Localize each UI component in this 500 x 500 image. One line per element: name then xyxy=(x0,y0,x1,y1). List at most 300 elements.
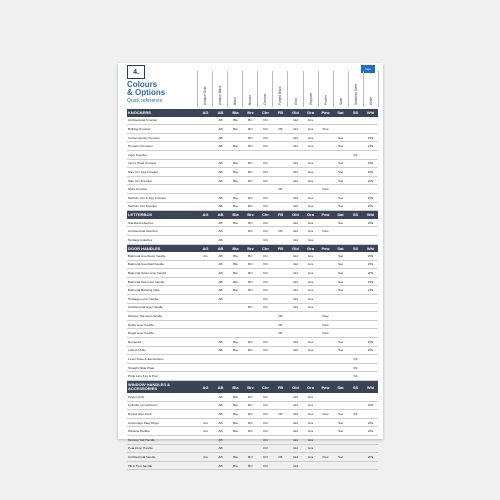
finish-code: AB xyxy=(217,110,224,116)
finish-header-row xyxy=(197,71,379,107)
table-row xyxy=(127,185,378,194)
finish-code: AB xyxy=(217,384,224,390)
page-number-badge: 4. xyxy=(127,65,145,79)
finish-cell: Bla xyxy=(233,394,238,399)
finish-cell: Gld xyxy=(293,135,298,140)
finish-cell: Gld xyxy=(293,437,298,442)
finish-code: Sat xyxy=(337,245,344,251)
finish-cell: SS xyxy=(353,411,358,416)
finish-code: Pew xyxy=(321,384,330,390)
finish-cell: Gld xyxy=(293,279,298,284)
finish-code: Gra xyxy=(307,110,314,116)
finish-cell: AB xyxy=(218,411,223,416)
finish-cell: Chr xyxy=(263,454,268,459)
product-name: Straight Slide Plate xyxy=(128,365,155,370)
finish-cell: Gra xyxy=(307,118,314,123)
finish-cell: Gra xyxy=(307,229,314,234)
finish-cell: Gld xyxy=(293,420,298,425)
finish-cell: Gld xyxy=(293,118,298,123)
table-row xyxy=(127,134,378,143)
finish-code: Chr xyxy=(262,212,269,218)
finish-header-label: Satin xyxy=(338,97,343,105)
finish-cell: Gld xyxy=(293,144,298,149)
finish-cell: Pew xyxy=(322,322,329,327)
finish-cell: Gld xyxy=(293,446,298,451)
finish-cell: Gld xyxy=(293,305,298,310)
finish-cell: Sat xyxy=(338,253,343,258)
finish-cell: Chr xyxy=(263,279,268,284)
finish-cell: Whi xyxy=(367,220,374,225)
finish-header-label: Black xyxy=(233,97,238,105)
finish-cell: Gra xyxy=(307,339,314,344)
finish-cell: Gra xyxy=(307,403,314,408)
table-row xyxy=(127,372,378,381)
finish-header-label: Pewter xyxy=(323,95,328,105)
finish-cell: Bla xyxy=(233,271,238,276)
finish-cell: Bla xyxy=(233,161,238,166)
finish-code: Bla xyxy=(232,245,239,251)
finish-code: AG xyxy=(202,212,209,218)
finish-header-col xyxy=(258,71,273,107)
finish-cell: Chr xyxy=(263,126,268,131)
product-name: Numerals xyxy=(128,339,142,344)
finish-cell: SS xyxy=(353,357,358,362)
finish-cell: Brz xyxy=(248,169,253,174)
finish-cell: Gra xyxy=(307,288,314,293)
finish-cell: Sat xyxy=(338,411,343,416)
finish-header-col xyxy=(228,71,243,107)
finish-cell: Bla xyxy=(233,339,238,344)
finish-cell: Gra xyxy=(307,348,314,353)
finish-cell: FB xyxy=(278,331,283,336)
finish-code: SS xyxy=(352,245,359,251)
finish-cell: Gld xyxy=(293,339,298,344)
product-name: Bulldog Knocker xyxy=(128,126,151,131)
finish-cell: Whi xyxy=(367,262,374,267)
finish-cell: AG xyxy=(203,420,208,425)
finish-code: Bla xyxy=(232,110,239,116)
table-row xyxy=(127,295,378,304)
table-row xyxy=(127,321,378,330)
finish-cell: Brz xyxy=(248,135,253,140)
finish-code: Brz xyxy=(247,384,254,390)
finish-cell: Sat xyxy=(338,144,343,149)
finish-cell: Gld xyxy=(293,195,298,200)
finish-cell: Brz xyxy=(248,403,253,408)
section-title: LETTERBOX xyxy=(128,212,153,218)
product-name: Letters (A-E) xyxy=(128,348,146,353)
table-row xyxy=(127,252,378,261)
finish-cell: AB xyxy=(218,253,223,258)
finish-code: Whi xyxy=(366,384,375,390)
finish-header-col xyxy=(349,71,364,107)
table-row xyxy=(127,142,378,151)
finish-cell: Chr xyxy=(263,178,268,183)
finish-code: Brz xyxy=(247,245,254,251)
product-name: Pride Lino Key & Pad xyxy=(128,374,158,379)
finish-cell: Chr xyxy=(263,394,268,399)
finish-header-label: Gold xyxy=(293,98,298,105)
finish-cell: Gra xyxy=(307,420,314,425)
section-header xyxy=(127,245,378,253)
finish-cell: Gra xyxy=(307,161,314,166)
finish-cell: Whi xyxy=(367,348,374,353)
finish-cell: AB xyxy=(218,237,223,242)
finish-cell: FB xyxy=(278,322,283,327)
finish-header-label: Chrome xyxy=(263,93,268,105)
finish-cell: Bla xyxy=(233,279,238,284)
finish-code: AG xyxy=(202,245,209,251)
table-row xyxy=(127,203,378,212)
finish-cell: FB xyxy=(278,187,283,192)
finish-cell: Chr xyxy=(263,411,268,416)
table-row xyxy=(127,261,378,270)
table-row xyxy=(127,453,378,462)
finish-cell: Whi xyxy=(367,169,374,174)
finish-cell: Sat xyxy=(338,169,343,174)
finish-code: AG xyxy=(202,384,209,390)
finish-code: Gld xyxy=(292,110,299,116)
finish-cell: Whi xyxy=(367,279,374,284)
finish-cell: AB xyxy=(218,220,223,225)
finish-cell: Brz xyxy=(248,118,253,123)
finish-cell: AB xyxy=(218,394,223,399)
options-table xyxy=(127,109,378,470)
product-name: Cylinder escutcheons xyxy=(128,403,158,408)
finish-cell: Whi xyxy=(367,403,374,408)
product-name: Balmoral Swan lever handle xyxy=(128,271,167,276)
finish-cell: Whi xyxy=(367,204,374,209)
finish-cell: Bla xyxy=(233,454,238,459)
finish-cell: Chr xyxy=(263,348,268,353)
finish-code: Gld xyxy=(292,245,299,251)
finish-cell: Whi xyxy=(367,144,374,149)
finish-cell: Sat xyxy=(338,420,343,425)
finish-cell: Gra xyxy=(307,411,314,416)
product-name: Balmoral Banking plate xyxy=(128,288,160,293)
product-name: Window Handle xyxy=(128,429,150,434)
table-row xyxy=(127,427,378,436)
table-row xyxy=(127,355,378,364)
product-name: Balmoral lever/pad handle xyxy=(128,262,164,267)
finish-cell: Sat xyxy=(338,454,343,459)
finish-code: AB xyxy=(217,245,224,251)
table-row xyxy=(127,236,378,245)
finish-code: AB xyxy=(217,212,224,218)
finish-cell: Brz xyxy=(248,178,253,183)
finish-cell: AG xyxy=(203,454,208,459)
finish-cell: AG xyxy=(203,429,208,434)
finish-cell: Sat xyxy=(338,204,343,209)
table-row xyxy=(127,278,378,287)
finish-cell: Whi xyxy=(367,253,374,258)
finish-code: FB xyxy=(277,384,284,390)
finish-cell: FB xyxy=(278,411,283,416)
finish-cell: AB xyxy=(218,420,223,425)
finish-cell: Sat xyxy=(338,288,343,293)
finish-header-label: Antique Gold xyxy=(203,86,208,105)
product-name: Noble lever handle xyxy=(128,322,154,327)
finish-code: Gra xyxy=(307,245,314,251)
finish-cell: Whi xyxy=(367,135,374,140)
finish-cell: Whi xyxy=(367,178,374,183)
section-header xyxy=(127,381,378,393)
finish-cell: Brz xyxy=(248,305,253,310)
finish-code: Chr xyxy=(262,110,269,116)
finish-cell: Chr xyxy=(263,220,268,225)
finish-cell: Gra xyxy=(307,126,314,131)
finish-cell: Brz xyxy=(248,463,253,468)
finish-cell: FB xyxy=(278,229,283,234)
finish-header-label: Bronze xyxy=(248,94,253,105)
finish-code: FB xyxy=(277,212,284,218)
product-name: Architectural Knocker xyxy=(128,118,158,123)
table-row xyxy=(127,286,378,295)
finish-cell: Brz xyxy=(248,161,253,166)
finish-cell: Brz xyxy=(248,429,253,434)
product-name: Regal lever handle xyxy=(128,331,154,336)
product-name: Lever Rose & Escutcheon xyxy=(128,357,164,362)
finish-cell: Sat xyxy=(338,220,343,225)
table-row xyxy=(127,269,378,278)
finish-code: Sat xyxy=(337,384,344,390)
finish-header-col xyxy=(288,71,303,107)
product-name: Slim Urn Spy Knocker xyxy=(128,169,159,174)
finish-cell: AB xyxy=(218,271,223,276)
section-header xyxy=(127,211,378,219)
finish-cell: Chr xyxy=(263,229,268,234)
finish-cell: Bla xyxy=(233,420,238,425)
table-row xyxy=(127,402,378,411)
finish-code: Brz xyxy=(247,212,254,218)
finish-cell: Gld xyxy=(293,288,298,293)
section-title: KNOCKERS xyxy=(128,110,151,116)
finish-cell: Chr xyxy=(263,429,268,434)
finish-code: Pew xyxy=(321,110,330,116)
finish-cell: AB xyxy=(218,169,223,174)
finish-cell: Sat xyxy=(338,429,343,434)
finish-cell: Gld xyxy=(293,262,298,267)
finish-cell: Bla xyxy=(233,126,238,131)
finish-cell: Brz xyxy=(248,271,253,276)
finish-cell: Gra xyxy=(307,394,314,399)
finish-cell: Pew xyxy=(322,126,329,131)
finish-cell: AB xyxy=(218,178,223,183)
finish-cell: Brz xyxy=(248,144,253,149)
finish-code: Sat xyxy=(337,110,344,116)
finish-cell: AB xyxy=(218,339,223,344)
finish-cell: Brz xyxy=(248,279,253,284)
finish-cell: Bla xyxy=(233,288,238,293)
finish-header-label: Stainless Steel xyxy=(353,83,358,105)
finish-code: SS xyxy=(352,384,359,390)
finish-cell: AB xyxy=(218,446,223,451)
finish-cell: Pew xyxy=(322,187,329,192)
product-name: Balmoral Dok lever handle xyxy=(128,279,165,284)
table-row xyxy=(127,194,378,203)
finish-cell: Bla xyxy=(233,118,238,123)
finish-cell: Pew xyxy=(322,331,329,336)
section-title: DOOR HANDLES xyxy=(128,245,161,251)
finish-cell: AB xyxy=(218,288,223,293)
finish-code: Sat xyxy=(337,212,344,218)
finish-cell: Gra xyxy=(307,178,314,183)
finish-cell: AB xyxy=(218,229,223,234)
finish-cell: Bla xyxy=(233,463,238,468)
finish-cell: Gra xyxy=(307,446,314,451)
finish-cell: Gld xyxy=(293,394,298,399)
finish-cell: Gld xyxy=(293,178,298,183)
product-name: Finger pulls xyxy=(128,394,144,399)
finish-code: Brz xyxy=(247,110,254,116)
finish-code: Whi xyxy=(366,212,375,218)
finish-header-col xyxy=(273,71,288,107)
table-row xyxy=(127,151,378,160)
product-name: Architectural letterbox xyxy=(128,229,158,234)
finish-cell: Whi xyxy=(367,339,374,344)
finish-cell: SS xyxy=(353,152,358,157)
page-subtitle: Quick reference xyxy=(127,98,163,104)
finish-cell: Bla xyxy=(233,429,238,434)
finish-cell: Gra xyxy=(307,195,314,200)
finish-cell: Gld xyxy=(293,126,298,131)
finish-cell: Brz xyxy=(248,339,253,344)
finish-cell: Whi xyxy=(367,271,374,276)
finish-cell: AB xyxy=(218,262,223,267)
colour-reference-sheet xyxy=(118,63,383,468)
product-name: Pear Drop Handle xyxy=(128,446,153,451)
finish-header-col xyxy=(243,71,258,107)
finish-cell: Gld xyxy=(293,296,298,301)
product-name: Medium Urn Knocker xyxy=(128,204,158,209)
finish-cell: Chr xyxy=(263,169,268,174)
brand-logo: logo xyxy=(361,65,375,73)
finish-cell: Gra xyxy=(307,296,314,301)
finish-cell: AB xyxy=(218,161,223,166)
finish-header-col xyxy=(198,71,213,107)
finish-cell: Bla xyxy=(233,178,238,183)
table-row xyxy=(127,364,378,373)
finish-code: SS xyxy=(352,110,359,116)
finish-code: SS xyxy=(352,212,359,218)
finish-cell: Sat xyxy=(338,178,343,183)
table-row xyxy=(127,419,378,428)
finish-cell: AB xyxy=(218,403,223,408)
finish-cell: Bla xyxy=(233,348,238,353)
page-title xyxy=(127,81,165,97)
finish-cell: Gra xyxy=(307,429,314,434)
finish-code: Gld xyxy=(292,212,299,218)
finish-cell: Gld xyxy=(293,271,298,276)
product-name: Contemporary Knocker xyxy=(128,135,160,140)
finish-cell: Gld xyxy=(293,403,298,408)
finish-cell: Chr xyxy=(263,253,268,258)
finish-code: Bla xyxy=(232,212,239,218)
finish-cell: Gld xyxy=(293,463,298,468)
finish-cell: FB xyxy=(278,126,283,131)
finish-code: Chr xyxy=(262,384,269,390)
finish-cell: Chr xyxy=(263,144,268,149)
table-row xyxy=(127,393,378,402)
finish-cell: Bla xyxy=(233,169,238,174)
product-name: Monkey Tail lever handle xyxy=(128,314,162,319)
finish-cell: Brz xyxy=(248,126,253,131)
product-name: Heritage letterbox xyxy=(128,237,153,242)
table-row xyxy=(127,227,378,236)
finish-cell: Pew xyxy=(322,229,329,234)
finish-cell: Gld xyxy=(293,220,298,225)
finish-cell: Whi xyxy=(367,429,374,434)
finish-cell: Gld xyxy=(293,429,298,434)
finish-cell: Chr xyxy=(263,237,268,242)
table-row xyxy=(127,312,378,321)
finish-cell: Chr xyxy=(263,463,268,468)
finish-cell: Chr xyxy=(263,161,268,166)
product-name: Hometon Knocker xyxy=(128,144,153,149)
finish-cell: Gld xyxy=(293,237,298,242)
finish-cell: Chr xyxy=(263,446,268,451)
finish-cell: Bla xyxy=(233,220,238,225)
table-row xyxy=(127,177,378,186)
finish-header-label: Graphite xyxy=(308,92,313,105)
finish-cell: Brz xyxy=(248,420,253,425)
finish-cell: Gra xyxy=(307,220,314,225)
finish-cell: Whi xyxy=(367,454,374,459)
finish-code: FB xyxy=(277,245,284,251)
finish-header-label: Antique Black xyxy=(218,85,223,105)
finish-cell: Chr xyxy=(263,118,268,123)
finish-cell: Gra xyxy=(307,144,314,149)
finish-cell: Gra xyxy=(307,262,314,267)
finish-cell: Brz xyxy=(248,348,253,353)
finish-cell: Gld xyxy=(293,204,298,209)
product-name: Lion's Head Knocker xyxy=(128,161,157,166)
finish-cell: Sat xyxy=(338,135,343,140)
finish-cell: Brz xyxy=(248,253,253,258)
finish-cell: Chr xyxy=(263,195,268,200)
finish-cell: Chr xyxy=(263,204,268,209)
table-row xyxy=(127,436,378,445)
finish-cell: Sat xyxy=(338,195,343,200)
table-row xyxy=(127,160,378,169)
finish-cell: Gld xyxy=(293,454,298,459)
finish-cell: SS xyxy=(353,365,358,370)
finish-cell: Sat xyxy=(338,271,343,276)
finish-cell: Gra xyxy=(307,279,314,284)
finish-cell: Brz xyxy=(248,195,253,200)
finish-cell: Bla xyxy=(233,403,238,408)
section-title: WINDOW HANDLES & ACCESSORIES xyxy=(128,382,170,391)
finish-cell: Gra xyxy=(307,204,314,209)
finish-header-col xyxy=(319,71,334,107)
finish-cell: Chr xyxy=(263,420,268,425)
finish-cell: Brz xyxy=(248,220,253,225)
finish-cell: Gra xyxy=(307,253,314,258)
finish-cell: Gld xyxy=(293,161,298,166)
product-name: Monkey Tail Handle xyxy=(128,437,155,442)
finish-cell: FB xyxy=(278,314,283,319)
finish-cell: AB xyxy=(218,204,223,209)
finish-cell: Bla xyxy=(233,253,238,258)
finish-code: AG xyxy=(202,110,209,116)
finish-cell: AB xyxy=(218,454,223,459)
table-row xyxy=(127,347,378,356)
finish-cell: Gld xyxy=(293,229,298,234)
finish-cell: Brz xyxy=(248,204,253,209)
finish-cell: Chr xyxy=(263,262,268,267)
finish-cell: AB xyxy=(218,135,223,140)
finish-cell: AG xyxy=(203,253,208,258)
